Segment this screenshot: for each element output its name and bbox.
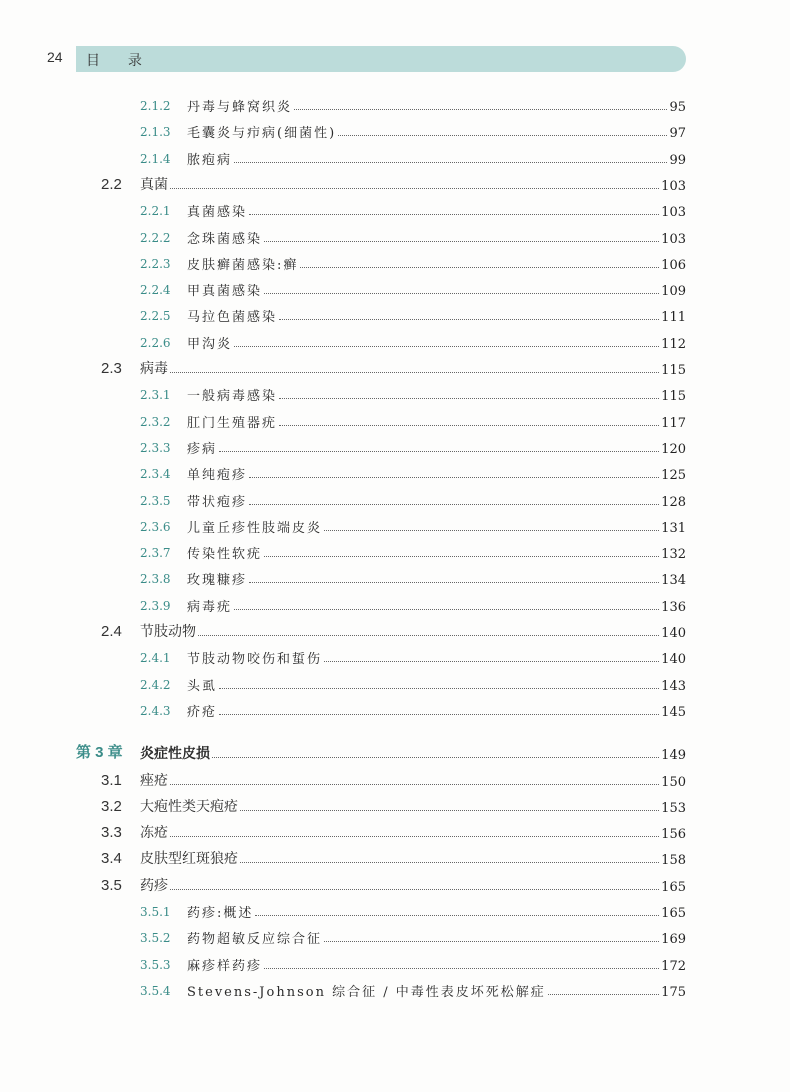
toc-entry[interactable]: [0, 899, 686, 921]
dot-leader: [255, 915, 659, 916]
toc-entry-page: 156: [661, 827, 686, 842]
toc-entry-title: 大疱性类天疱疮: [140, 798, 238, 814]
toc-entry-page: 165: [661, 906, 686, 921]
toc-entry[interactable]: [0, 978, 686, 1000]
dot-leader: [324, 661, 659, 662]
toc-entry[interactable]: [0, 119, 686, 141]
toc-entry-number: 2.2.2: [140, 231, 171, 245]
toc-entry-title: 药疹:概述: [187, 906, 254, 921]
toc-entry[interactable]: [0, 277, 686, 299]
dot-leader: [249, 504, 659, 505]
toc-entry[interactable]: [0, 619, 686, 641]
toc-entry[interactable]: [0, 768, 686, 790]
dot-leader: [234, 609, 659, 610]
dot-leader: [324, 530, 659, 531]
toc-entry-number: 2.4.2: [140, 678, 171, 692]
toc-entry-number: 3.1: [101, 772, 122, 789]
dot-leader: [219, 451, 659, 452]
dot-leader: [234, 346, 659, 347]
dot-leader: [170, 836, 659, 837]
toc-entry-title: 疹病: [187, 442, 218, 457]
toc-entry-number: 2.1.3: [140, 125, 171, 139]
toc-entry-number: 2.2.6: [140, 336, 171, 350]
toc-entry[interactable]: [0, 356, 686, 378]
dot-leader: [170, 188, 659, 189]
toc-entry-title: 药疹: [140, 877, 168, 893]
toc-entry-number: 2.3.9: [140, 599, 171, 613]
dot-leader: [249, 582, 659, 583]
toc-entry-page: 112: [661, 337, 686, 352]
toc-entry-number: 2.3.3: [140, 441, 171, 455]
toc-entry-page: 150: [661, 775, 686, 790]
toc-entry-title: 脓疱病: [187, 153, 233, 168]
toc-entry-title: 皮肤癣菌感染:癣: [187, 258, 299, 273]
toc-entry-number: 3.5.3: [140, 958, 171, 972]
dot-leader: [240, 810, 659, 811]
toc-entry-page: 117: [661, 416, 686, 431]
toc-entry-page: 128: [661, 495, 686, 510]
dot-leader: [548, 994, 659, 995]
toc-entry-number: 2.2.4: [140, 283, 171, 297]
toc-entry-number: 2.2.1: [140, 204, 171, 218]
toc-entry-page: 132: [661, 547, 686, 562]
toc-entry-page: 131: [661, 521, 686, 536]
toc-entry-title: 单纯疱疹: [187, 468, 248, 483]
toc-entry-page: 140: [661, 626, 686, 641]
toc-entry-number: 2.2.5: [140, 309, 171, 323]
toc-entry-title: 丹毒与蜂窝织炎: [187, 100, 293, 115]
toc-entry-number: 2.3.2: [140, 415, 171, 429]
toc-entry-title: 毛囊炎与疖病(细菌性): [187, 126, 337, 141]
toc-entry[interactable]: [0, 566, 686, 588]
toc-entry-number: 3.5.4: [140, 984, 171, 998]
toc-entry[interactable]: [0, 593, 686, 615]
toc-entry[interactable]: [0, 461, 686, 483]
toc-entry-page: 143: [661, 679, 686, 694]
toc-entry-page: 115: [661, 389, 686, 404]
toc-entry-page: 145: [661, 705, 686, 720]
dot-leader: [212, 757, 659, 758]
toc-entry[interactable]: [0, 303, 686, 325]
toc-entry-title: 病毒疣: [187, 600, 233, 615]
toc-entry-page: 111: [661, 310, 686, 325]
dot-leader: [234, 162, 667, 163]
toc-entry[interactable]: [0, 741, 686, 763]
toc-entry-title: 皮肤型红斑狼疮: [140, 850, 238, 866]
toc-entry-page: 175: [661, 985, 686, 1000]
dot-leader: [338, 135, 667, 136]
toc-entry-number: 3.4: [101, 850, 122, 867]
dot-leader: [294, 109, 667, 110]
toc-entry[interactable]: [0, 488, 686, 510]
toc-entry-page: 140: [661, 652, 686, 667]
toc-entry-title: 节肢动物咬伤和蜇伤: [187, 652, 323, 667]
toc-entry-page: 103: [661, 179, 686, 194]
dot-leader: [219, 688, 659, 689]
toc-entry-title: 疥疮: [187, 705, 218, 720]
toc-entry-number: 2.4.1: [140, 651, 171, 665]
dot-leader: [300, 267, 659, 268]
toc-entry-page: 95: [669, 100, 686, 115]
dot-leader: [279, 425, 659, 426]
page-number: 24: [47, 49, 63, 65]
toc-entry-number: 2.3.4: [140, 467, 171, 481]
toc-entry-number: 2.2.3: [140, 257, 171, 271]
toc-entry-page: 120: [661, 442, 686, 457]
toc-entry-number: 2.2: [101, 176, 122, 193]
toc-entry-number: 2.4.3: [140, 704, 171, 718]
toc-entry[interactable]: [0, 873, 686, 895]
dot-leader: [249, 214, 659, 215]
dot-leader: [170, 784, 659, 785]
toc-entry[interactable]: [0, 172, 686, 194]
toc-entry-title: 冻疮: [140, 824, 168, 840]
toc-entry-title: 带状疱疹: [187, 495, 248, 510]
toc-entry[interactable]: [0, 846, 686, 868]
toc-entry[interactable]: [0, 698, 686, 720]
toc-entry-title: 传染性软疣: [187, 547, 263, 562]
toc-entry-number: 2.3.8: [140, 572, 171, 586]
toc-entry-title: 一般病毒感染: [187, 389, 278, 404]
toc-entry-page: 172: [661, 959, 686, 974]
toc-entry-number: 3.3: [101, 824, 122, 841]
toc-entry-number: 3.5.2: [140, 931, 171, 945]
toc-entry-page: 99: [669, 153, 686, 168]
section-title: 目 录: [86, 52, 154, 68]
toc-entry[interactable]: [0, 330, 686, 352]
toc-entry[interactable]: [0, 409, 686, 431]
toc-entry[interactable]: [0, 93, 686, 115]
dot-leader: [264, 556, 659, 557]
toc-entry-number: 2.1.4: [140, 152, 171, 166]
toc-entry-title: 痤疮: [140, 772, 168, 788]
toc-entry-page: 165: [661, 880, 686, 895]
toc-entry-title: 炎症性皮损: [140, 745, 210, 761]
toc-entry-number: 2.3.6: [140, 520, 171, 534]
toc-entry-number: 2.3: [101, 360, 122, 377]
toc-entry[interactable]: [0, 672, 686, 694]
toc-entry-title: 玫瑰糠疹: [187, 573, 248, 588]
toc-entry[interactable]: [0, 225, 686, 247]
dot-leader: [170, 372, 659, 373]
toc-entry-page: 103: [661, 205, 686, 220]
dot-leader: [198, 635, 659, 636]
toc-entry-title: 马拉色菌感染: [187, 310, 278, 325]
toc-entry-number: 2.1.2: [140, 99, 171, 113]
toc-entry-title: 儿童丘疹性肢端皮炎: [187, 521, 323, 536]
toc-entry-page: 134: [661, 573, 686, 588]
toc-entry-title: Stevens-Johnson 综合征 / 中毒性表皮坏死松解症: [187, 985, 546, 1000]
toc-entry-title: 药物超敏反应综合征: [187, 932, 323, 947]
toc-entry-page: 97: [669, 126, 686, 141]
toc-entry-number: 3.5.1: [140, 905, 171, 919]
toc-entry-title: 念珠菌感染: [187, 232, 263, 247]
toc-entry-title: 甲沟炎: [187, 337, 233, 352]
toc-entry[interactable]: [0, 952, 686, 974]
toc-entry-number: 3.2: [101, 798, 122, 815]
toc-entry-number: 第 3 章: [76, 744, 123, 761]
dot-leader: [219, 714, 659, 715]
dot-leader: [279, 319, 659, 320]
toc-entry-title: 头虱: [187, 679, 218, 694]
dot-leader: [324, 941, 659, 942]
toc-entry-title: 真菌: [140, 176, 168, 192]
toc-entry-page: 149: [661, 748, 686, 763]
toc-entry-page: 169: [661, 932, 686, 947]
dot-leader: [240, 862, 659, 863]
toc-entry[interactable]: [0, 514, 686, 536]
toc-entry-page: 115: [661, 363, 686, 378]
toc-entry[interactable]: [0, 146, 686, 168]
dot-leader: [249, 477, 659, 478]
toc-entry[interactable]: [0, 820, 686, 842]
toc-entry-page: 125: [661, 468, 686, 483]
toc-entry-number: 2.3.1: [140, 388, 171, 402]
toc-entry-title: 肛门生殖器疣: [187, 416, 278, 431]
toc-entry-title: 甲真菌感染: [187, 284, 263, 299]
toc-entry-title: 节肢动物: [140, 623, 196, 639]
dot-leader: [170, 889, 659, 890]
toc-entry-title: 麻疹样药疹: [187, 959, 263, 974]
toc-entry-page: 109: [661, 284, 686, 299]
toc-entry-page: 136: [661, 600, 686, 615]
toc-entry[interactable]: [0, 925, 686, 947]
toc-entry-number: 2.3.5: [140, 494, 171, 508]
toc-entry[interactable]: [0, 645, 686, 667]
toc-entry-number: 3.5: [101, 877, 122, 894]
toc-entry-page: 153: [661, 801, 686, 816]
toc-entry-number: 2.4: [101, 623, 122, 640]
toc-entry[interactable]: [0, 540, 686, 562]
dot-leader: [264, 241, 659, 242]
dot-leader: [279, 398, 659, 399]
toc-entry-page: 106: [661, 258, 686, 273]
toc-entry[interactable]: [0, 251, 686, 273]
toc-entry[interactable]: [0, 382, 686, 404]
toc-entry-page: 158: [661, 853, 686, 868]
toc-entry[interactable]: [0, 198, 686, 220]
toc-entry-title: 真菌感染: [187, 205, 248, 220]
toc-entry[interactable]: [0, 435, 686, 457]
toc-entry-title: 病毒: [140, 360, 168, 376]
dot-leader: [264, 293, 659, 294]
toc-entry[interactable]: [0, 794, 686, 816]
toc-entry-number: 2.3.7: [140, 546, 171, 560]
toc-entry-page: 103: [661, 232, 686, 247]
dot-leader: [264, 968, 659, 969]
